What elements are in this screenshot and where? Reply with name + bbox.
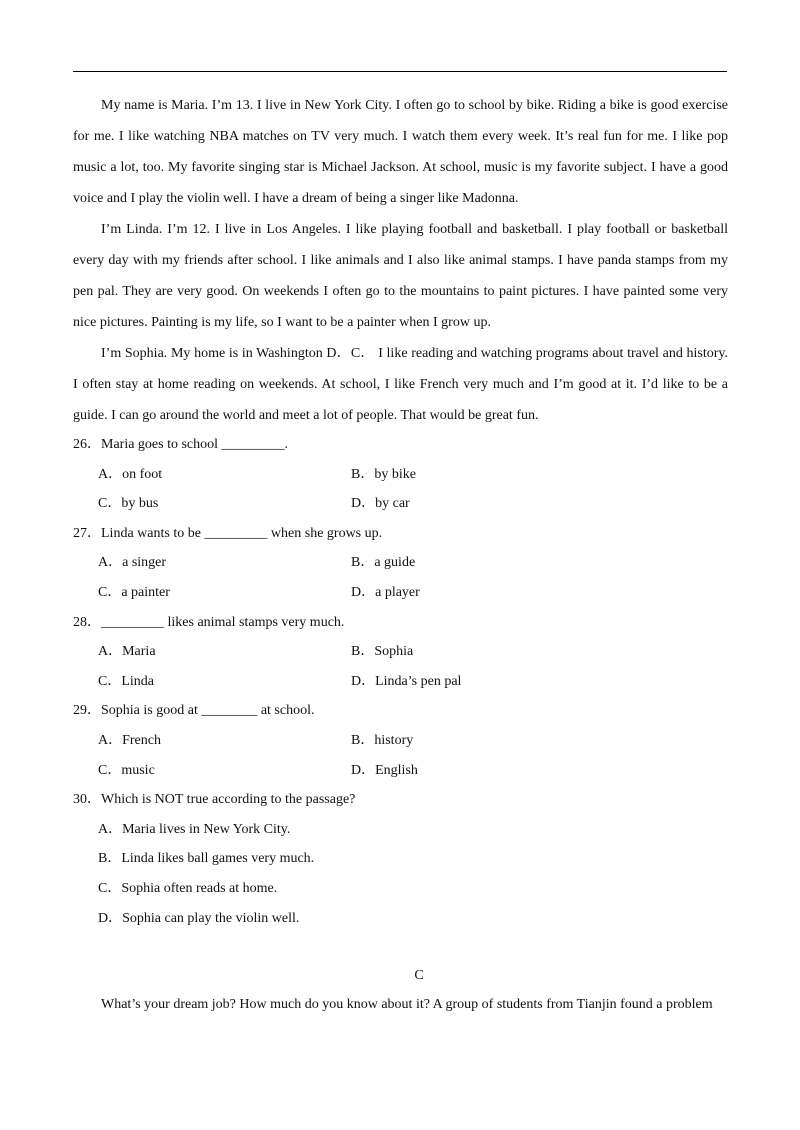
question-28-options-row-2 (73, 667, 728, 697)
question-27-option-b[interactable]: B．a guide (351, 555, 416, 571)
question-30-option-a[interactable]: A．Maria lives in New York City. (98, 821, 291, 837)
question-26-options-row-1 (73, 460, 728, 490)
passage-paragraph-maria: My name is Maria. I’m 13. I live in New York City. I often go to school by bike. Riding a bike is good exercise for me. I like watching NBA matches on TV very much. I watch them every week. It’s real fun for me. I like pop music a lot, too. My favorite singing star is Michael Jackson. At school, music is my favorite subject. I have a good voice and I play the violin well. I have a dream of being a singer like Madonna. (73, 98, 728, 206)
question-29-option-d[interactable]: D．English (351, 762, 418, 778)
question-28-option-d[interactable]: D．Linda’s pen pal (351, 673, 462, 689)
question-29-stem: 29．Sophia is good at ________ at school. (73, 703, 315, 719)
question-27-options-row-2 (73, 578, 728, 608)
section-c-first-line: What’s your dream job? How much do you know about it? A group of students from Tianjin found a problem (101, 997, 713, 1012)
question-30-option-d[interactable]: D．Sophia can play the violin well. (98, 910, 300, 926)
question-30-option-b[interactable]: B．Linda likes ball games very much. (98, 851, 315, 867)
question-28-option-b[interactable]: B．Sophia (351, 644, 414, 660)
question-29-options-row-1 (73, 726, 728, 756)
question-27-option-d[interactable]: D．a player (351, 584, 420, 600)
question-30-stem: 30．Which is NOT true according to the passage? (73, 792, 356, 808)
question-27-options-row-1 (73, 548, 728, 578)
question-27-stem: 27．Linda wants to be _________ when she grows up. (73, 525, 383, 541)
passage-paragraph-linda: I’m Linda. I’m 12. I live in Los Angeles. I like playing football and basketball. I play football or basketball every day with my friends after school. I like animals and I also like animal stamps. I have panda stamps from my pen pal. They are very good. On weekends I often go to the mountains to paint pictures. I have painted some very nice pictures. Painting is my life, so I want to be a painter when I grow up. (73, 222, 728, 330)
question-29-option-b[interactable]: B．history (351, 732, 414, 748)
passage-paragraph-sophia: I’m Sophia. My home is in Washington D．C． I like reading and watching programs about travel and history. I often stay at home reading on weekends. At school, I like French very much and I’m good at it. I’d like to be a guide. I can go around the world and meet a lot of people. That would be great fun. (73, 346, 728, 423)
header-rule (73, 71, 727, 72)
question-28-option-a[interactable]: A．Maria (98, 644, 156, 660)
question-26-option-a[interactable]: A．on foot (98, 466, 163, 482)
question-26-options-row-2 (73, 489, 728, 519)
question-27-option-c[interactable]: C．a painter (98, 584, 170, 600)
question-29-option-c[interactable]: C．music (98, 762, 155, 778)
question-28-options-row-1 (73, 637, 728, 667)
question-26-option-b[interactable]: B．by bike (351, 466, 416, 482)
question-26-stem: 26．Maria goes to school _________. (73, 437, 289, 452)
question-30-option-c[interactable]: C．Sophia often reads at home. (98, 880, 278, 896)
question-28-stem: 28．_________ likes animal stamps very much. (73, 614, 345, 630)
question-list (73, 430, 728, 933)
question-26-option-c[interactable]: C．by bus (98, 496, 159, 512)
question-28-option-c[interactable]: C．Linda (98, 673, 154, 689)
question-29-options-row-2 (73, 756, 728, 786)
reading-passage-b (73, 90, 728, 431)
question-27-option-a[interactable]: A．a singer (98, 555, 167, 571)
section-c-heading: C (414, 968, 424, 983)
question-26-option-d[interactable]: D．by car (351, 496, 410, 512)
question-29-option-a[interactable]: A．French (98, 732, 161, 748)
